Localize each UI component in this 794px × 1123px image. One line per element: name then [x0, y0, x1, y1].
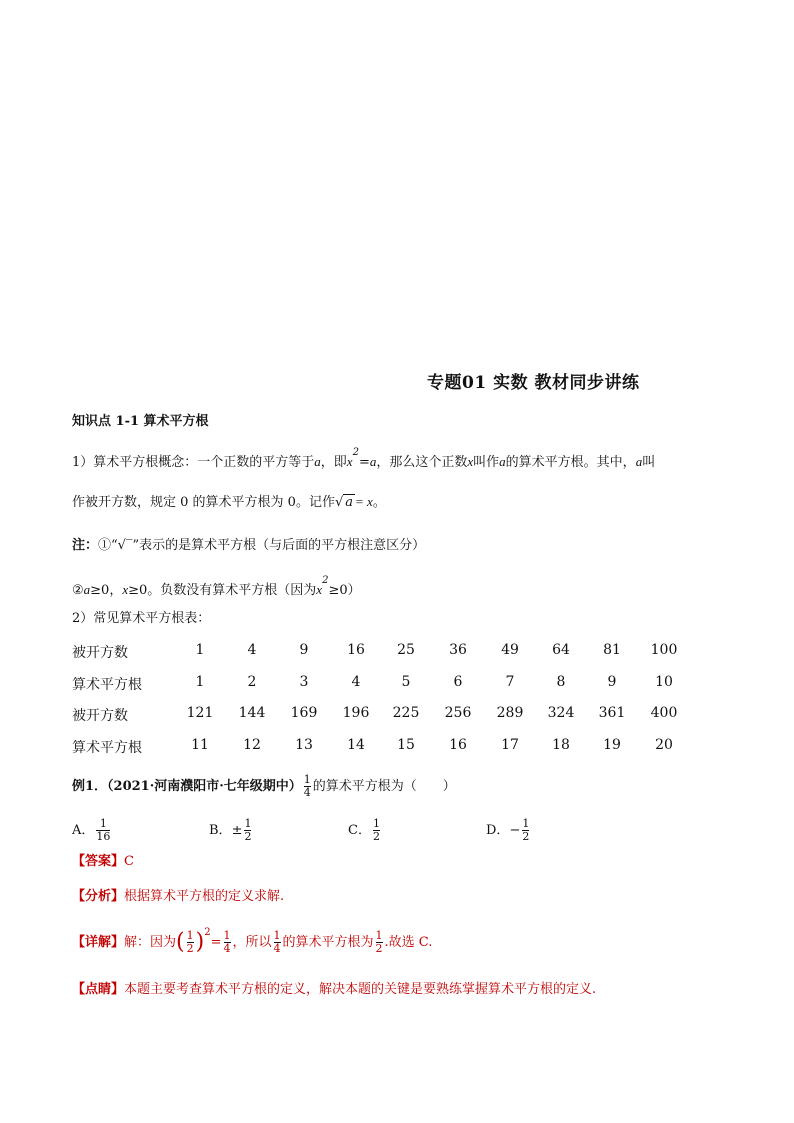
- fraction: [96, 818, 110, 843]
- table-cell: 20: [655, 737, 673, 753]
- frac-num: 1: [375, 929, 383, 942]
- note-text: ≥0，: [90, 583, 123, 598]
- row-label: 被开方数: [72, 708, 128, 724]
- frac-num: 1: [244, 817, 252, 830]
- table-cell: 100: [650, 642, 678, 658]
- example-label: 例1．（2021·河南濮阳市·七年级期中）: [72, 779, 302, 794]
- table-row: [72, 705, 678, 725]
- table-cell: 9: [299, 642, 309, 658]
- table-row: [72, 642, 678, 662]
- example-question: [72, 774, 456, 799]
- table-cell: 11: [191, 737, 209, 753]
- frac-den: 4: [223, 942, 231, 955]
- fraction: [376, 930, 383, 955]
- option-a: [72, 818, 112, 843]
- table-cell: 289: [496, 705, 524, 721]
- table-cell: 15: [397, 737, 415, 753]
- frac-num: 1: [223, 929, 231, 942]
- def-text: ，那么这个正数: [376, 455, 468, 470]
- table-row: [72, 737, 673, 757]
- table-cell: 16: [347, 642, 365, 658]
- sqrt-symbol: √‾: [117, 538, 133, 553]
- note-line-1: [72, 536, 425, 556]
- comment-line: [72, 980, 596, 1000]
- var-a: a: [635, 454, 643, 469]
- table-cell: 14: [347, 737, 365, 753]
- frac-num: 1: [186, 929, 194, 942]
- note-text: ≥0）: [328, 583, 361, 598]
- frac-den: 2: [186, 942, 194, 955]
- detail-text: .故选 C.: [384, 935, 433, 950]
- analysis-tag: 【分析】: [72, 889, 125, 904]
- frac-num: 1: [99, 817, 107, 830]
- option-prefix: −: [509, 823, 521, 838]
- table-cell: 1: [195, 674, 205, 690]
- table-cell: 1: [195, 642, 205, 658]
- page-title: 专题01 实数 教材同步讲练: [427, 373, 640, 393]
- def-text: 叫: [642, 455, 656, 470]
- option-b: [209, 818, 253, 843]
- table-cell: 169: [290, 705, 318, 721]
- definition-line-1: [72, 447, 656, 474]
- table-cell: 10: [655, 674, 673, 690]
- note-text: ②: [72, 583, 84, 598]
- frac-den: 2: [244, 830, 252, 843]
- option-c: [348, 818, 382, 843]
- fraction: [274, 930, 281, 955]
- table-title: 2）常见算术平方根表：: [72, 611, 211, 626]
- table-cell: 12: [243, 737, 261, 753]
- radicand: a: [345, 495, 354, 510]
- def-text: 。: [372, 495, 386, 510]
- option-letter: B．: [209, 823, 232, 838]
- table-cell: 5: [401, 674, 411, 690]
- def-text: ，即: [320, 455, 347, 470]
- table-cell: 361: [598, 705, 626, 721]
- option-letter: A．: [72, 823, 95, 838]
- table-cell: 19: [603, 737, 621, 753]
- detail-line: [72, 927, 433, 955]
- table-cell: 8: [556, 674, 566, 690]
- fraction: [187, 930, 194, 955]
- var-x: x: [346, 454, 353, 469]
- exponent: 2: [352, 447, 359, 458]
- table-cell: 121: [186, 705, 214, 721]
- table-cell: 18: [552, 737, 570, 753]
- analysis-text: 根据算术平方根的定义求解.: [124, 889, 285, 904]
- fraction: [373, 818, 380, 843]
- row-label: 被开方数: [72, 645, 128, 661]
- comment-tag: 【点睛】: [72, 982, 125, 997]
- fraction: [244, 818, 251, 843]
- table-cell: 9: [607, 674, 617, 690]
- frac-den: 4: [303, 786, 311, 799]
- var-a: a: [369, 454, 377, 469]
- option-prefix: ±: [231, 823, 243, 838]
- def-text: 叫作: [473, 455, 500, 470]
- example-text: 的算术平方根为（ ）: [312, 779, 456, 794]
- var-x: x: [122, 582, 129, 597]
- answer-tag: 【答案】: [72, 854, 125, 869]
- note-line-2: [72, 575, 361, 602]
- table-cell: 17: [501, 737, 519, 753]
- note-label: 注：: [72, 538, 99, 553]
- table-cell: 16: [449, 737, 467, 753]
- var-a: a: [499, 454, 506, 469]
- exponent: 2: [322, 575, 329, 586]
- table-cell: 3: [299, 674, 309, 690]
- note-text: ”表示的是算术平方根（与后面的平方根注意区分）: [132, 538, 426, 553]
- paren-left: (: [176, 929, 185, 955]
- detail-tag: 【详解】: [72, 935, 125, 950]
- table-cell: 225: [392, 705, 420, 721]
- frac-den: 2: [522, 830, 530, 843]
- frac-num: 1: [303, 773, 311, 786]
- def-text: 1）算术平方根概念：一个正数的平方等于: [72, 455, 315, 470]
- note-text: ≥0。负数没有算术平方根（因为: [128, 583, 317, 598]
- fraction: [304, 774, 311, 799]
- table-cell: 4: [351, 674, 361, 690]
- table-cell: 6: [453, 674, 463, 690]
- sqrt-formula: √ a: [334, 495, 354, 510]
- table-cell: 25: [397, 642, 415, 658]
- table-cell: 49: [501, 642, 519, 658]
- table-cell: 324: [547, 705, 575, 721]
- table-cell: 13: [295, 737, 313, 753]
- table-cell: 256: [444, 705, 472, 721]
- paren-right: ): [195, 929, 205, 955]
- answer-line: [72, 852, 134, 872]
- option-letter: D．: [486, 823, 510, 838]
- frac-num: 1: [372, 817, 380, 830]
- fraction: [224, 930, 231, 955]
- var-x: x: [316, 582, 323, 597]
- frac-den: 4: [273, 942, 281, 955]
- table-cell: 81: [603, 642, 621, 658]
- table-cell: 196: [342, 705, 370, 721]
- table-cell: 4: [247, 642, 257, 658]
- exponent: 2: [204, 927, 211, 938]
- equals: =: [210, 935, 222, 950]
- detail-text: 的算术平方根为: [282, 935, 374, 950]
- table-cell: 64: [552, 642, 570, 658]
- section-heading: 知识点 1-1 算术平方根: [72, 414, 209, 429]
- fraction: [522, 818, 529, 843]
- row-label: 算术平方根: [72, 677, 142, 693]
- table-cell: 7: [505, 674, 515, 690]
- row-label: 算术平方根: [72, 740, 142, 756]
- table-cell: 36: [449, 642, 467, 658]
- def-text: 的算术平方根。其中，: [505, 455, 636, 470]
- table-row: [72, 674, 673, 694]
- frac-num: 1: [273, 929, 281, 942]
- frac-den: 16: [96, 830, 111, 843]
- answer-text: C: [124, 854, 134, 869]
- analysis-line: [72, 887, 284, 907]
- option-letter: C．: [348, 823, 371, 838]
- option-d: [486, 818, 531, 843]
- def-text: 作被开方数，规定 0 的算术平方根为 0。记作: [72, 495, 335, 510]
- detail-text: 解：因为: [124, 935, 177, 950]
- formula-rhs: = x: [355, 494, 373, 509]
- frac-den: 2: [375, 942, 383, 955]
- table-cell: 2: [247, 674, 257, 690]
- frac-den: 2: [372, 830, 380, 843]
- detail-text: ，所以: [232, 935, 272, 950]
- table-cell: 144: [238, 705, 266, 721]
- var-a: a: [83, 582, 91, 597]
- var-x: x: [467, 454, 474, 469]
- var-a: a: [314, 454, 321, 469]
- frac-num: 1: [522, 817, 530, 830]
- table-cell: 400: [650, 705, 678, 721]
- comment-text: 本题主要考查算术平方根的定义，解决本题的关键是要熟练掌握算术平方根的定义.: [124, 982, 597, 997]
- def-text: =: [358, 455, 370, 470]
- definition-line-2: [72, 492, 386, 513]
- note-text: ①“: [98, 538, 118, 553]
